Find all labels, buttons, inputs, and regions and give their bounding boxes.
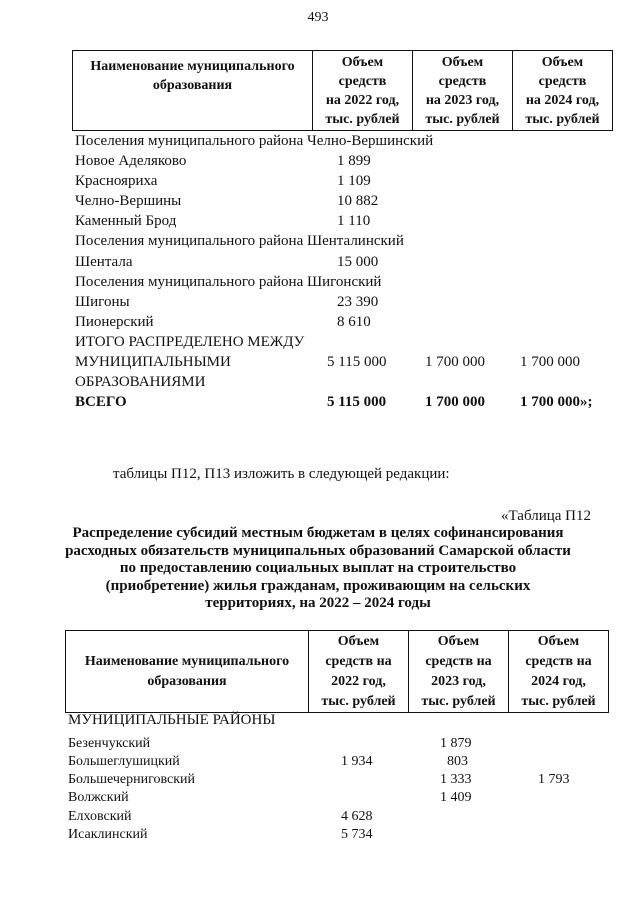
table1-header	[72, 50, 613, 131]
table1-header-2022: Объем средств на 2022 год, тыс. рублей	[313, 51, 413, 131]
total-distributed-label-line: МУНИЦИПАЛЬНЫМИ	[75, 354, 231, 370]
table-row-name: Пионерский	[75, 314, 154, 330]
table-row-name: Большечерниговский	[68, 772, 196, 787]
total-distributed-label-line: ОБРАЗОВАНИЯМИ	[75, 374, 206, 390]
table-row-value-2022: 1 110	[337, 213, 371, 229]
table-row-group-label: Поселения муниципального района Челно-Вершинский	[75, 133, 434, 149]
intro-text: таблицы П12, П13 изложить в следующей редакции:	[113, 466, 450, 482]
table-row-value-2022: 1 899	[337, 153, 371, 169]
table2-header-2024: Объем средств на 2024 год, тыс. рублей	[509, 631, 609, 713]
total-distributed-2023: 1 700 000	[425, 354, 485, 370]
table-row-name: Большеглушицкий	[68, 754, 180, 769]
table-row-value-2023: 1 333	[440, 772, 472, 787]
table-row-name: Новое Аделяково	[75, 153, 187, 169]
table-row-name: Исаклинский	[68, 827, 148, 842]
table-row-value-2022: 10 882	[337, 193, 379, 209]
table-row-value-2022: 1 109	[337, 173, 371, 189]
grand-total-2023: 1 700 000	[425, 394, 485, 410]
table-title: Распределение субсидий местным бюджетам в целях софинансирования расходных обязательств муниципальных образований Самарской области по предоставлению социальных выплат на строительство (приобретение) жилья гражданам, проживающим на сельских территориях, на 2022 – 2024 годы	[65, 525, 571, 611]
table-row-value-2022: 23 390	[337, 294, 379, 310]
table-row-value-2024: 1 793	[538, 772, 570, 787]
total-distributed-label-line: ИТОГО РАСПРЕДЕЛЕНО МЕЖДУ	[75, 334, 305, 350]
table-label: «Таблица П12	[501, 508, 591, 524]
table1-header-name: Наименование муниципального образования	[73, 51, 313, 131]
table-row-name: Шентала	[75, 254, 133, 270]
table-row-name: Шигоны	[75, 294, 130, 310]
table1-header-2023: Объем средств на 2023 год, тыс. рублей	[413, 51, 513, 131]
table-row-value-2023: 803	[447, 754, 468, 769]
table-row-value-2022: 5 734	[341, 827, 373, 842]
table-row-value-2022: 1 934	[341, 754, 373, 769]
grand-total-2024: 1 700 000»;	[520, 394, 593, 410]
section-heading: МУНИЦИПАЛЬНЫЕ РАЙОНЫ	[68, 712, 276, 728]
table-row-value-2023: 1 879	[440, 736, 472, 751]
table-row-value-2022: 8 610	[337, 314, 371, 330]
table-row-value-2023: 1 409	[440, 790, 472, 805]
grand-total-label: ВСЕГО	[75, 394, 127, 410]
table-row-group-label: Поселения муниципального района Шигонский	[75, 274, 382, 290]
table2-header-2023: Объем средств на 2023 год, тыс. рублей	[409, 631, 509, 713]
table-row-name: Безенчукский	[68, 736, 151, 751]
table-row-name: Каменный Брод	[75, 213, 177, 229]
table-row-name: Челно-Вершины	[75, 193, 182, 209]
table-row-value-2022: 4 628	[341, 809, 373, 824]
total-distributed-2022: 5 115 000	[327, 354, 387, 370]
page-number: 493	[307, 10, 329, 25]
table-row-name: Елховский	[68, 809, 132, 824]
table1-header-2024: Объем средств на 2024 год, тыс. рублей	[513, 51, 613, 131]
table-row-group-label: Поселения муниципального района Шенталинский	[75, 233, 404, 249]
table2-header-name: Наименование муниципального образования	[66, 631, 309, 713]
total-distributed-2024: 1 700 000	[520, 354, 580, 370]
table-row-name: Краснояриха	[75, 173, 158, 189]
table2-header	[65, 630, 609, 713]
table2-header-2022: Объем средств на 2022 год, тыс. рублей	[309, 631, 409, 713]
table-row-value-2022: 15 000	[337, 254, 379, 270]
grand-total-2022: 5 115 000	[327, 394, 387, 410]
table-row-name: Волжский	[68, 790, 129, 805]
